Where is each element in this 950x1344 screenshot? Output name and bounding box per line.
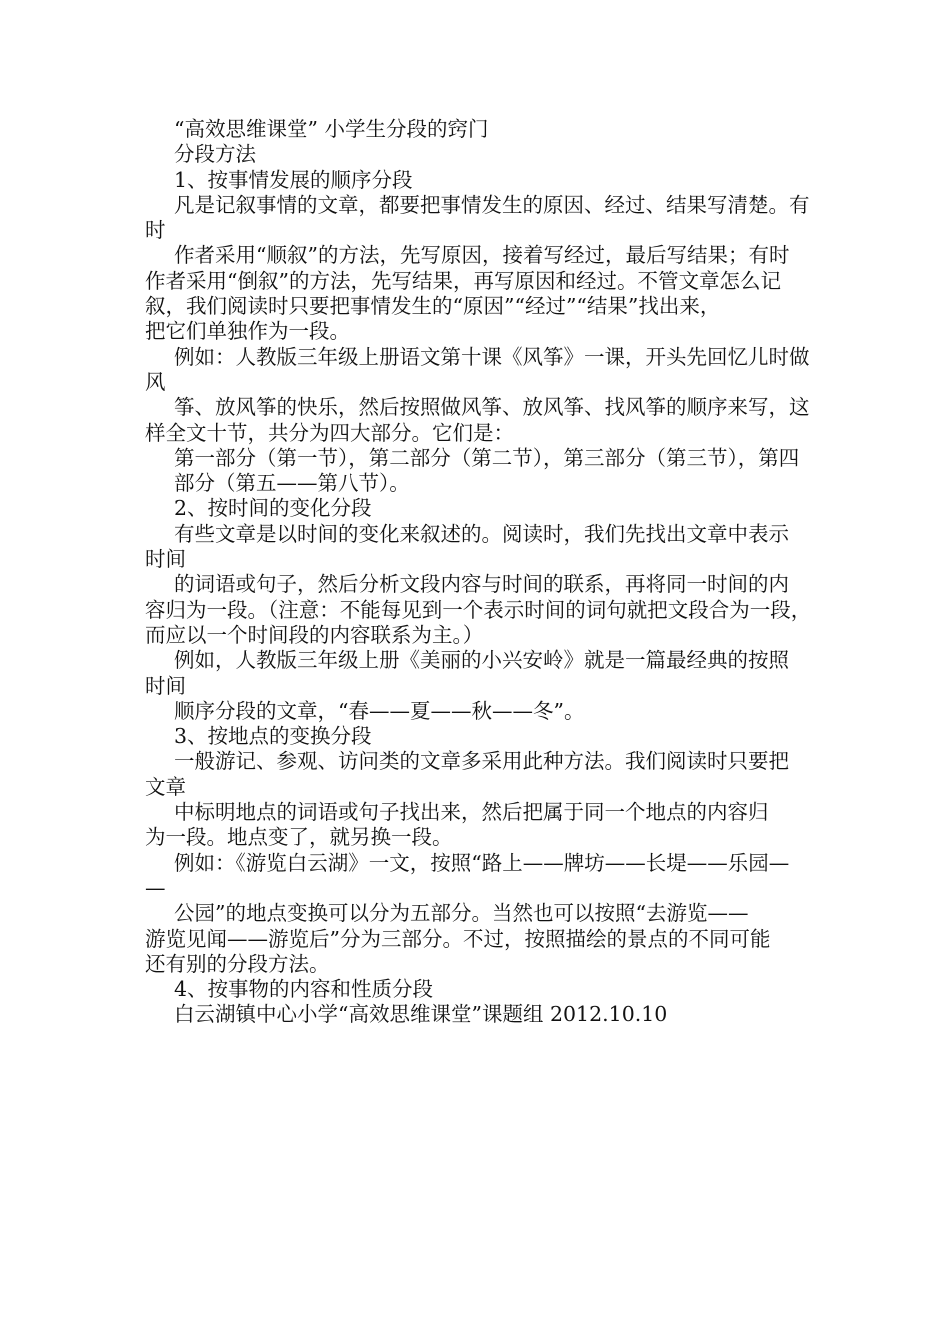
text-line: 叙，我们阅读时只要把事情发生的“原因”“经过”“结果”找出来， — [145, 294, 721, 319]
text-line: 容归为一段。（注意：不能每见到一个表示时间的词句就把文段合为一段， — [145, 597, 812, 622]
text-line: 2、按时间的变化分段 — [174, 496, 372, 521]
text-line: 第一部分（第一节），第二部分（第二节），第三部分（第三节），第四 — [174, 445, 800, 470]
text-line: 时间 — [145, 547, 186, 572]
text-line: 作者采用“顺叙”的方法，先写原因，接着写经过，最后写结果；有时 — [174, 243, 790, 268]
text-line: 把它们单独作为一段。 — [145, 319, 350, 344]
text-line: 白云湖镇中心小学“高效思维课堂”课题组 2012.10.10 — [174, 1002, 668, 1027]
text-line: 还有别的分段方法。 — [145, 951, 330, 976]
text-line: 顺序分段的文章，“春——夏——秋——冬”。 — [174, 698, 585, 723]
text-line: 3、按地点的变换分段 — [174, 724, 372, 749]
text-line: 公园”的地点变换可以分为五部分。当然也可以按照“去游览—— — [174, 901, 749, 926]
text-line: 风 — [145, 369, 166, 394]
text-line: 部分（第五——第八节）。 — [174, 471, 410, 496]
text-line: 有些文章是以时间的变化来叙述的。阅读时，我们先找出文章中表示 — [174, 521, 789, 546]
text-line: 例如：人教版三年级上册语文第十课《风筝》一课，开头先回忆儿时做 — [174, 344, 810, 369]
text-line: 样全文十节，共分为四大部分。它们是： — [145, 420, 514, 445]
text-line: 游览见闻——游览后”分为三部分。不过，按照描绘的景点的不同可能 — [145, 926, 771, 951]
text-line: 时 — [145, 218, 166, 243]
text-line: 为一段。地点变了，就另换一段。 — [145, 825, 453, 850]
text-line: — — [145, 875, 166, 900]
text-line: 例如：《游览白云湖》一文，按照“路上——牌坊——长堤——乐园— — [174, 850, 790, 875]
text-line: 而应以一个时间段的内容联系为主。） — [145, 622, 484, 647]
text-line: 凡是记叙事情的文章，都要把事情发生的原因、经过、结果写清楚。有 — [174, 192, 810, 217]
document-body — [145, 117, 815, 1028]
text-line: 中标明地点的词语或句子找出来，然后把属于同一个地点的内容归 — [174, 800, 769, 825]
text-line: 的词语或句子，然后分析文段内容与时间的联系，再将同一时间的内 — [174, 572, 789, 597]
text-line: 筝、放风筝的快乐，然后按照做风筝、放风筝、找风筝的顺序来写，这 — [174, 395, 810, 420]
text-line: 分段方法 — [174, 142, 256, 167]
text-line: 作者采用“倒叙”的方法，先写结果，再写原因和经过。不管文章怎么记 — [145, 268, 781, 293]
text-line: 1、按事情发展的顺序分段 — [174, 167, 413, 192]
text-line: 4、按事物的内容和性质分段 — [174, 977, 434, 1002]
text-line: 文章 — [145, 774, 186, 799]
text-line: “高效思维课堂” 小学生分段的窍门 — [174, 117, 489, 141]
text-line: 时间 — [145, 673, 186, 698]
text-line: 一般游记、参观、访问类的文章多采用此种方法。我们阅读时只要把 — [174, 749, 789, 774]
text-line: 例如，人教版三年级上册《美丽的小兴安岭》就是一篇最经典的按照 — [174, 648, 789, 673]
